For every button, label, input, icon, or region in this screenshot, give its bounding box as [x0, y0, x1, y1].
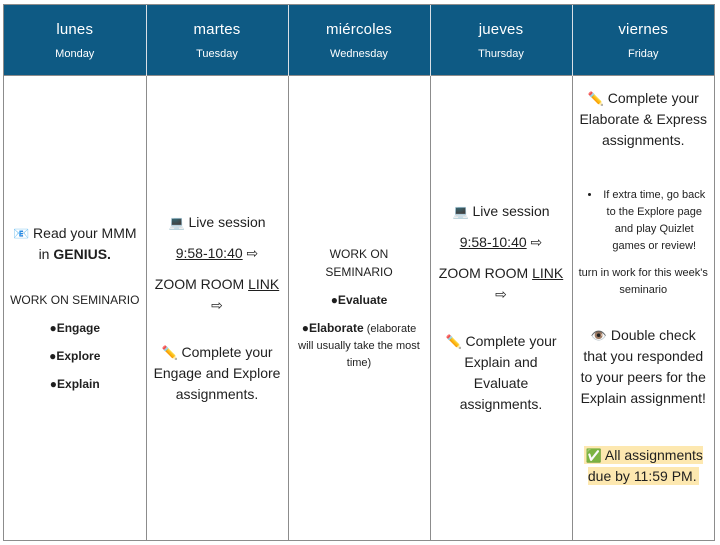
pencil-icon: ✏️: [587, 91, 604, 106]
monday-work-title: WORK ON SEMINARIO: [10, 293, 140, 307]
header-wednesday: [288, 5, 430, 76]
monday-read-text: Read your MMM in: [33, 225, 137, 262]
deadline-highlight: [584, 446, 703, 485]
monday-item-explore: ●Explore: [49, 349, 101, 363]
weekly-schedule-table: [4, 5, 714, 540]
header-row: [4, 5, 714, 76]
day-english: Friday: [627, 47, 659, 60]
thursday-cell: [430, 76, 572, 541]
exit-icon: ⇨: [495, 286, 507, 302]
eye-icon: 👁️: [590, 328, 607, 343]
monday-read: [10, 223, 140, 265]
elaborate-label: ●Elaborate: [301, 320, 364, 335]
laptop-icon: 💻: [452, 204, 469, 219]
monday-item-explain: ●Explain: [49, 377, 100, 391]
zoom-link[interactable]: LINK: [532, 265, 564, 281]
schedule-table-frame: [3, 4, 715, 541]
live-session-text: Live session: [472, 203, 550, 219]
zoom-link[interactable]: LINK: [248, 275, 280, 292]
exit-icon: ⇨: [530, 234, 543, 250]
envelope-icon: 📧: [12, 226, 30, 241]
task-text: Complete your Explain and Evaluate assignments.: [459, 333, 557, 412]
task-text: Complete your Elaborate & Express assignments.: [579, 90, 708, 148]
thursday-task: [437, 331, 566, 415]
content-row: [4, 76, 714, 541]
live-session-text: Live session: [188, 213, 266, 230]
wednesday-cell: [288, 76, 430, 541]
exit-icon: ⇨: [211, 296, 223, 313]
friday-double-check: [579, 325, 709, 409]
thursday-time: [437, 232, 566, 253]
header-thursday: [430, 5, 572, 76]
tuesday-live: [153, 212, 282, 233]
day-english: Thursday: [478, 47, 524, 60]
wednesday-item-evaluate: ●Evaluate: [330, 292, 388, 307]
deadline-text: All assignments due by 11:59 PM.: [587, 447, 703, 484]
tuesday-task: [153, 342, 282, 405]
tuesday-zoom: [153, 274, 282, 316]
exit-icon: ⇨: [246, 244, 259, 261]
thursday-live: [437, 201, 566, 222]
day-spanish: jueves: [478, 20, 524, 38]
header-friday: [572, 5, 714, 76]
day-english: Wednesday: [330, 47, 388, 60]
zoom-room-text: ZOOM ROOM: [438, 265, 529, 281]
checkmark-icon: ✅: [585, 448, 602, 463]
wednesday-work-title: WORK ON SEMINARIO: [325, 246, 393, 279]
day-spanish: martes: [193, 20, 241, 38]
day-english: Monday: [55, 47, 95, 60]
pencil-icon: ✏️: [445, 334, 462, 349]
session-time: 9:58-10:40: [175, 244, 243, 261]
header-monday: [4, 5, 146, 76]
tuesday-time: [153, 243, 282, 264]
thursday-zoom: [437, 263, 566, 305]
day-spanish: miércoles: [326, 20, 392, 38]
day-spanish: lunes: [56, 20, 94, 38]
genius-label: GENIUS.: [53, 246, 111, 262]
friday-cell: [572, 76, 714, 541]
header-tuesday: [146, 5, 288, 76]
day-english: Tuesday: [196, 47, 238, 60]
task-text: Complete your Engage and Explore assignments.: [153, 343, 281, 402]
elaborate-note: (elaborate will usually take the most time): [298, 322, 420, 369]
friday-task: [579, 88, 709, 151]
turn-in-text: turn in work for this week's seminario: [578, 267, 708, 296]
monday-cell: [4, 76, 146, 541]
zoom-room-text: ZOOM ROOM: [154, 275, 245, 292]
friday-extra-list: [579, 187, 709, 255]
tuesday-cell: [146, 76, 288, 541]
day-spanish: viernes: [618, 20, 669, 38]
laptop-icon: 💻: [168, 214, 185, 230]
session-time: 9:58-10:40: [459, 234, 527, 250]
friday-deadline: [579, 445, 709, 487]
wednesday-item-elaborate: [295, 319, 424, 372]
monday-item-engage: ●Engage: [49, 321, 101, 335]
double-check-text: Double check that you responded to your peers for the Explain assignment!: [580, 327, 706, 406]
extra-time-item: • If extra time, go back to the Explore page and play Quizlet games or review!: [601, 187, 709, 255]
pencil-icon: ✏️: [161, 344, 178, 360]
